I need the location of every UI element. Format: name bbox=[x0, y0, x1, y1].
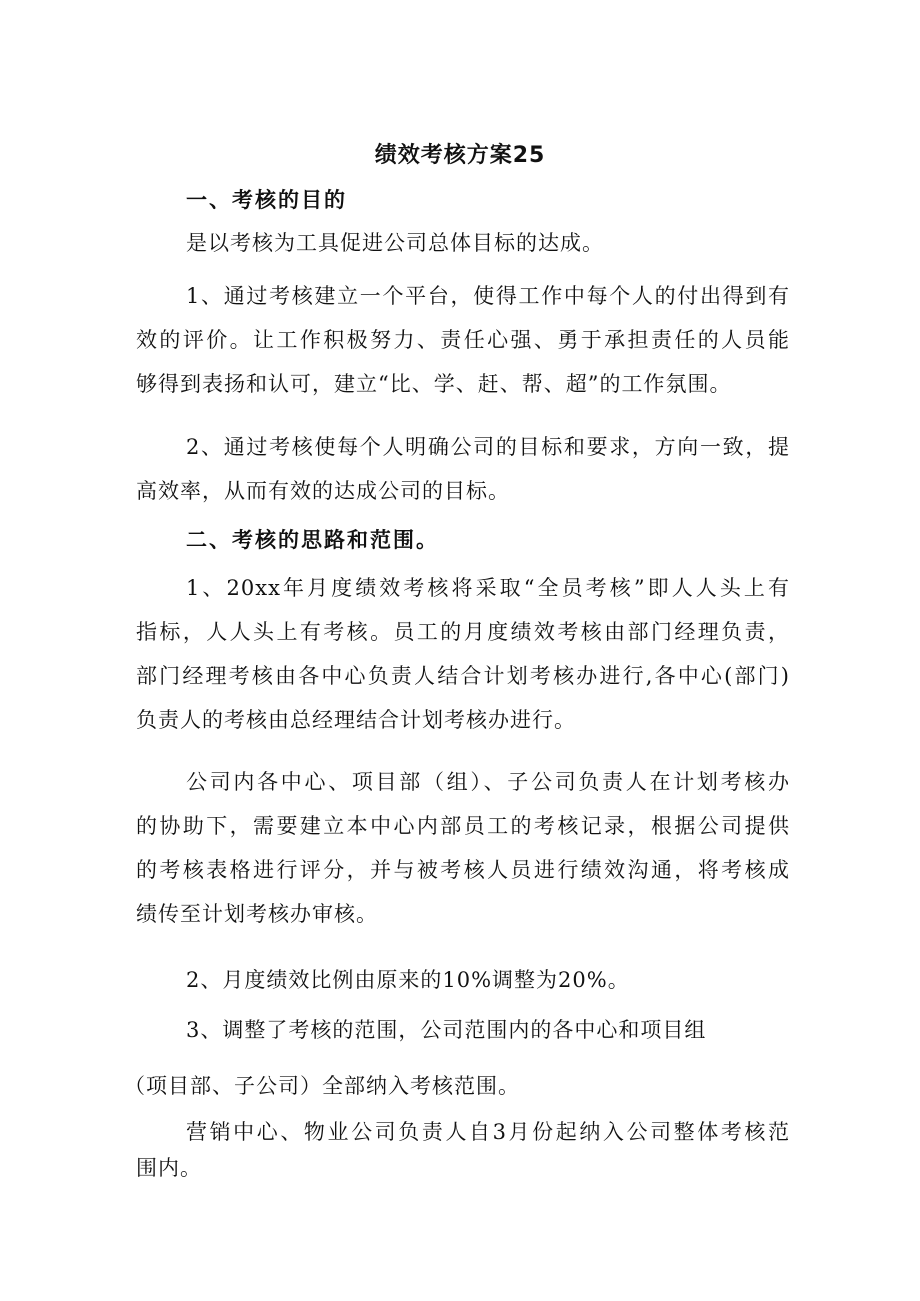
section2-item3-continued bbox=[124, 1064, 778, 1108]
text-line: 指标，人人头上有考核。员工的月度绩效考核由部门经理负责， bbox=[136, 620, 790, 644]
section1-item2 bbox=[136, 425, 790, 513]
text-line: 3、调整了考核的范围，公司范围内的各中心和项目组 bbox=[186, 1018, 707, 1042]
text-line: 2、通过考核使每个人明确公司的目标和要求，方向一致，提 bbox=[186, 435, 790, 459]
section2-heading: 二、考核的思路和范围。 bbox=[186, 528, 439, 552]
section1-item1 bbox=[136, 274, 790, 406]
section2-item3 bbox=[136, 1008, 790, 1052]
text-line: 营销中心、物业公司负责人自3月份起纳入公司整体考核范 bbox=[186, 1120, 790, 1144]
text-line: 公司内各中心、项目部（组）、子公司负责人在计划考核办 bbox=[186, 770, 790, 794]
text-line: 的协助下，需要建立本中心内部员工的考核记录，根据公司提供 bbox=[136, 814, 790, 838]
text-line: 高效率，从而有效的达成公司的目标。 bbox=[136, 479, 510, 503]
text-line: 够得到表扬和认可，建立“比、学、赶、帮、超”的工作氛围。 bbox=[136, 372, 732, 396]
text-line: 是以考核为工具促进公司总体目标的达成。 bbox=[186, 231, 604, 255]
section1-intro bbox=[136, 221, 790, 265]
text-line: 部门经理考核由各中心负责人结合计划考核办进行,各中心(部门) bbox=[136, 664, 790, 688]
document-title: 绩效考核方案25 bbox=[374, 143, 546, 168]
section2-para2 bbox=[136, 760, 790, 936]
text-line: 1、20xx年月度绩效考核将采取“全员考核”即人人头上有 bbox=[186, 576, 790, 600]
text-line: 2、月度绩效比例由原来的10%调整为20%。 bbox=[186, 968, 630, 992]
text-line: 负责人的考核由总经理结合计划考核办进行。 bbox=[136, 708, 576, 732]
text-line: 的考核表格进行评分，并与被考核人员进行绩效沟通，将考核成 bbox=[136, 858, 790, 882]
section1-heading: 一、考核的目的 bbox=[186, 188, 347, 212]
text-line: 效的评价。让工作积极努力、责任心强、勇于承担责任的人员能 bbox=[136, 328, 790, 352]
text-line: （项目部、子公司）全部纳入考核范围。 bbox=[124, 1074, 520, 1098]
section2-item2 bbox=[136, 958, 790, 1002]
section2-para3 bbox=[136, 1110, 790, 1190]
section2-item1 bbox=[136, 566, 790, 742]
text-line: 1、通过考核建立一个平台，使得工作中每个人的付出得到有 bbox=[186, 284, 790, 308]
text-line: 围内。 bbox=[136, 1156, 202, 1180]
text-line: 绩传至计划考核办审核。 bbox=[136, 902, 378, 926]
